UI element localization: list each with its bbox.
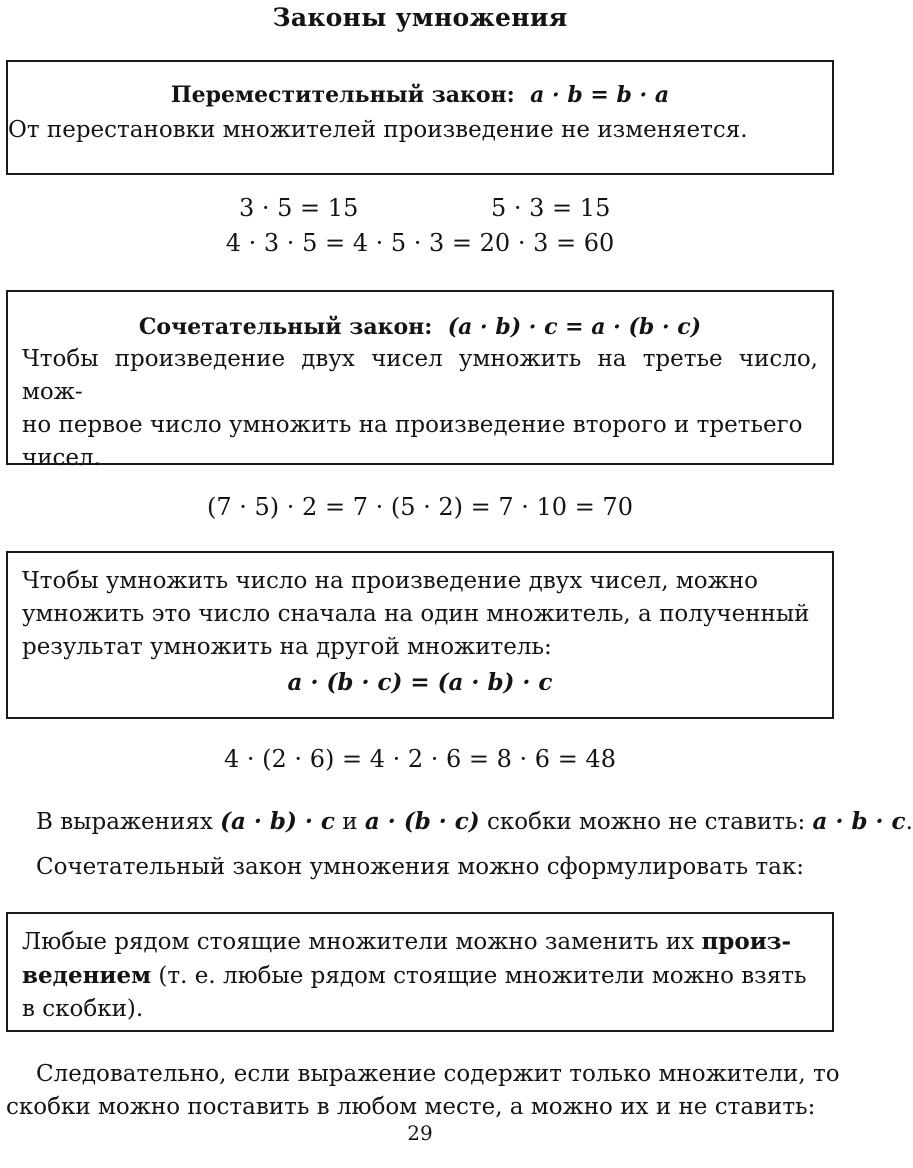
commutative-law-box [6,60,834,175]
adjacent-factors-line2-rest: (т. е. любые рядом стоящие множители можно взять [151,963,807,989]
brackets-note-end: . [905,809,913,835]
brackets-note [36,805,913,839]
product-rule-box [6,551,834,719]
commutative-law-heading [8,80,832,110]
commutative-example-left: 3 · 5 = 15 [239,194,359,222]
commutative-law-formula: a · b = b · a [530,82,670,108]
page-title: Законы умножения [272,3,568,32]
associative-law-box [6,290,834,471]
brackets-note-expr1: (a · b) · c [220,808,335,835]
associative-law-text-line: Чтобы произведение двух чисел умножить на третье число, мож- [22,346,818,405]
commutative-law-label: Переместительный закон: [170,82,515,108]
associative-law-text [22,343,818,475]
commutative-law-text: От перестановки множителей произведение не изменяется. [8,117,748,143]
commutative-example-right: 5 · 3 = 15 [491,194,611,222]
conclusion-line-1: Следовательно, если выражение содержит только множители, то [36,1061,840,1087]
product-example-chain: 4 · (2 · 6) = 4 · 2 · 6 = 8 · 6 = 48 [224,745,616,773]
product-rule-text-line: Чтобы умножить число на произведение двух чисел, можно [22,568,758,594]
product-rule-formula: a · (b · c) = (a · b) · c [287,669,553,696]
associative-law-label: Сочетательный закон: [138,314,433,340]
brackets-note-middle: и [334,809,365,835]
product-rule-text [22,565,818,664]
page-number: 29 [407,1121,433,1145]
conclusion-line-2: скобки можно поставить в любом месте, а можно их и не ставить: [6,1094,816,1120]
formulate-line: Сочетательный закон умножения можно сформулировать так: [36,854,804,880]
associative-law-formula: (a · b) · c = a · (b · c) [447,314,702,340]
commutative-example-chain: 4 · 3 · 5 = 4 · 5 · 3 = 20 · 3 = 60 [225,229,615,257]
adjacent-factors-line1-start: Любые рядом стоящие множители можно заменить их [22,929,702,955]
adjacent-factors-line: в скобки). [22,996,144,1022]
adjacent-factors-line [22,959,818,993]
product-rule-text-line: умножить это число сначала на один множитель, а полученный [22,601,810,627]
brackets-note-expr2: a · (b · c) [364,808,480,835]
adjacent-factors-line [22,925,818,959]
associative-law-heading [8,312,832,342]
product-rule-text-line: результат умножить на другой множитель: [22,634,552,660]
brackets-note-prefix: В выражениях [36,809,221,835]
adjacent-factors-text [22,925,818,1026]
associative-example-chain: (7 · 5) · 2 = 7 · (5 · 2) = 7 · 10 = 70 [207,493,633,521]
adjacent-factors-line1-bold: произ- [701,928,791,955]
adjacent-factors-box [6,912,834,1032]
brackets-note-suffix: скобки можно не ставить: [479,809,813,835]
associative-law-text-line: но первое число умножить на произведение второго и третьего [22,412,803,438]
brackets-note-expr3: a · b · c [812,808,906,835]
associative-law-text-line: чисел. [22,445,101,471]
adjacent-factors-line2-bold: ведением [22,962,152,989]
